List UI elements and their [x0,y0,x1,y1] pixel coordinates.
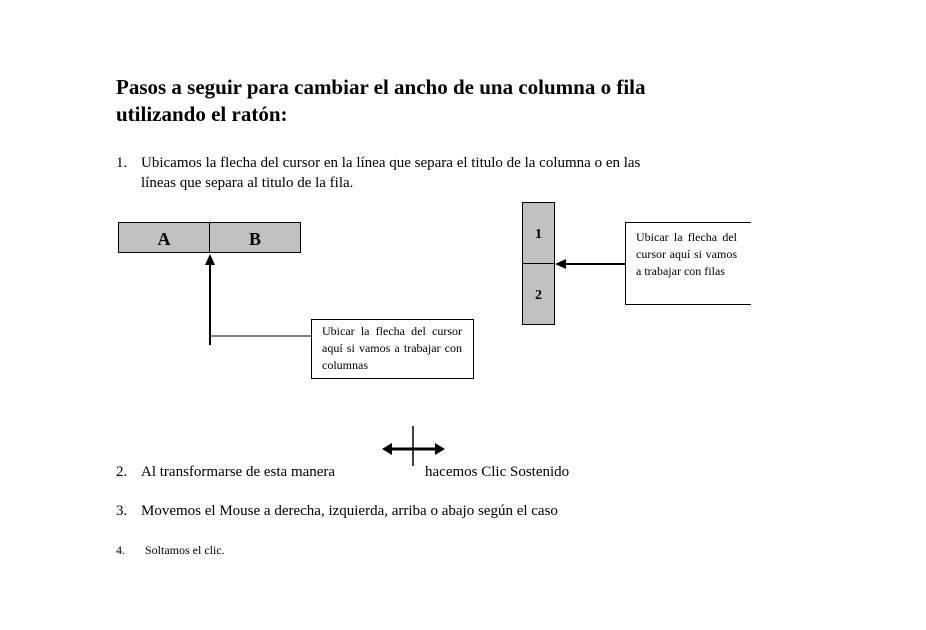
step-number: 4. [116,543,125,557]
step-text-after: hacemos Clic Sostenido [425,464,570,480]
step-text: Movemos el Mouse a derecha, izquierda, arriba o abajo según el caso [141,503,558,519]
row-header-1: 1 [523,203,554,264]
step-number: 1. [116,155,128,171]
row-header-2: 2 [535,288,542,303]
step-text-before: Al transformarse de esta manera [141,464,336,480]
callout-columns: Ubicar la flecha del cursor aquí si vamos a trabajar con columnas [311,319,474,379]
step-text: Soltamos el clic. [145,543,225,557]
column-header-a: A [119,223,210,252]
step-3 [116,501,716,521]
step-number: 3. [116,503,128,519]
step-2 [116,462,716,482]
column-header-b: B [248,229,261,249]
step-text-line-2: líneas que separa al titulo de la fila. [141,175,354,191]
resize-cursor-icon [382,426,445,466]
step-text-line-1: Ubicamos la flecha del cursor en la línea que separa el titulo de la columna o en las [141,155,641,171]
step-4 [116,540,416,558]
callout-rows: Ubicar la flecha del cursor aquí si vamos a trabajar con filas [625,222,751,305]
row-pointer-arrow [555,259,625,269]
column-pointer-arrow [205,254,311,345]
step-number: 2. [116,464,128,480]
title-line-2: utilizando el ratón: [116,102,288,126]
title-line-1: Pasos a seguir para cambiar el ancho de una columna o fila [116,75,646,99]
